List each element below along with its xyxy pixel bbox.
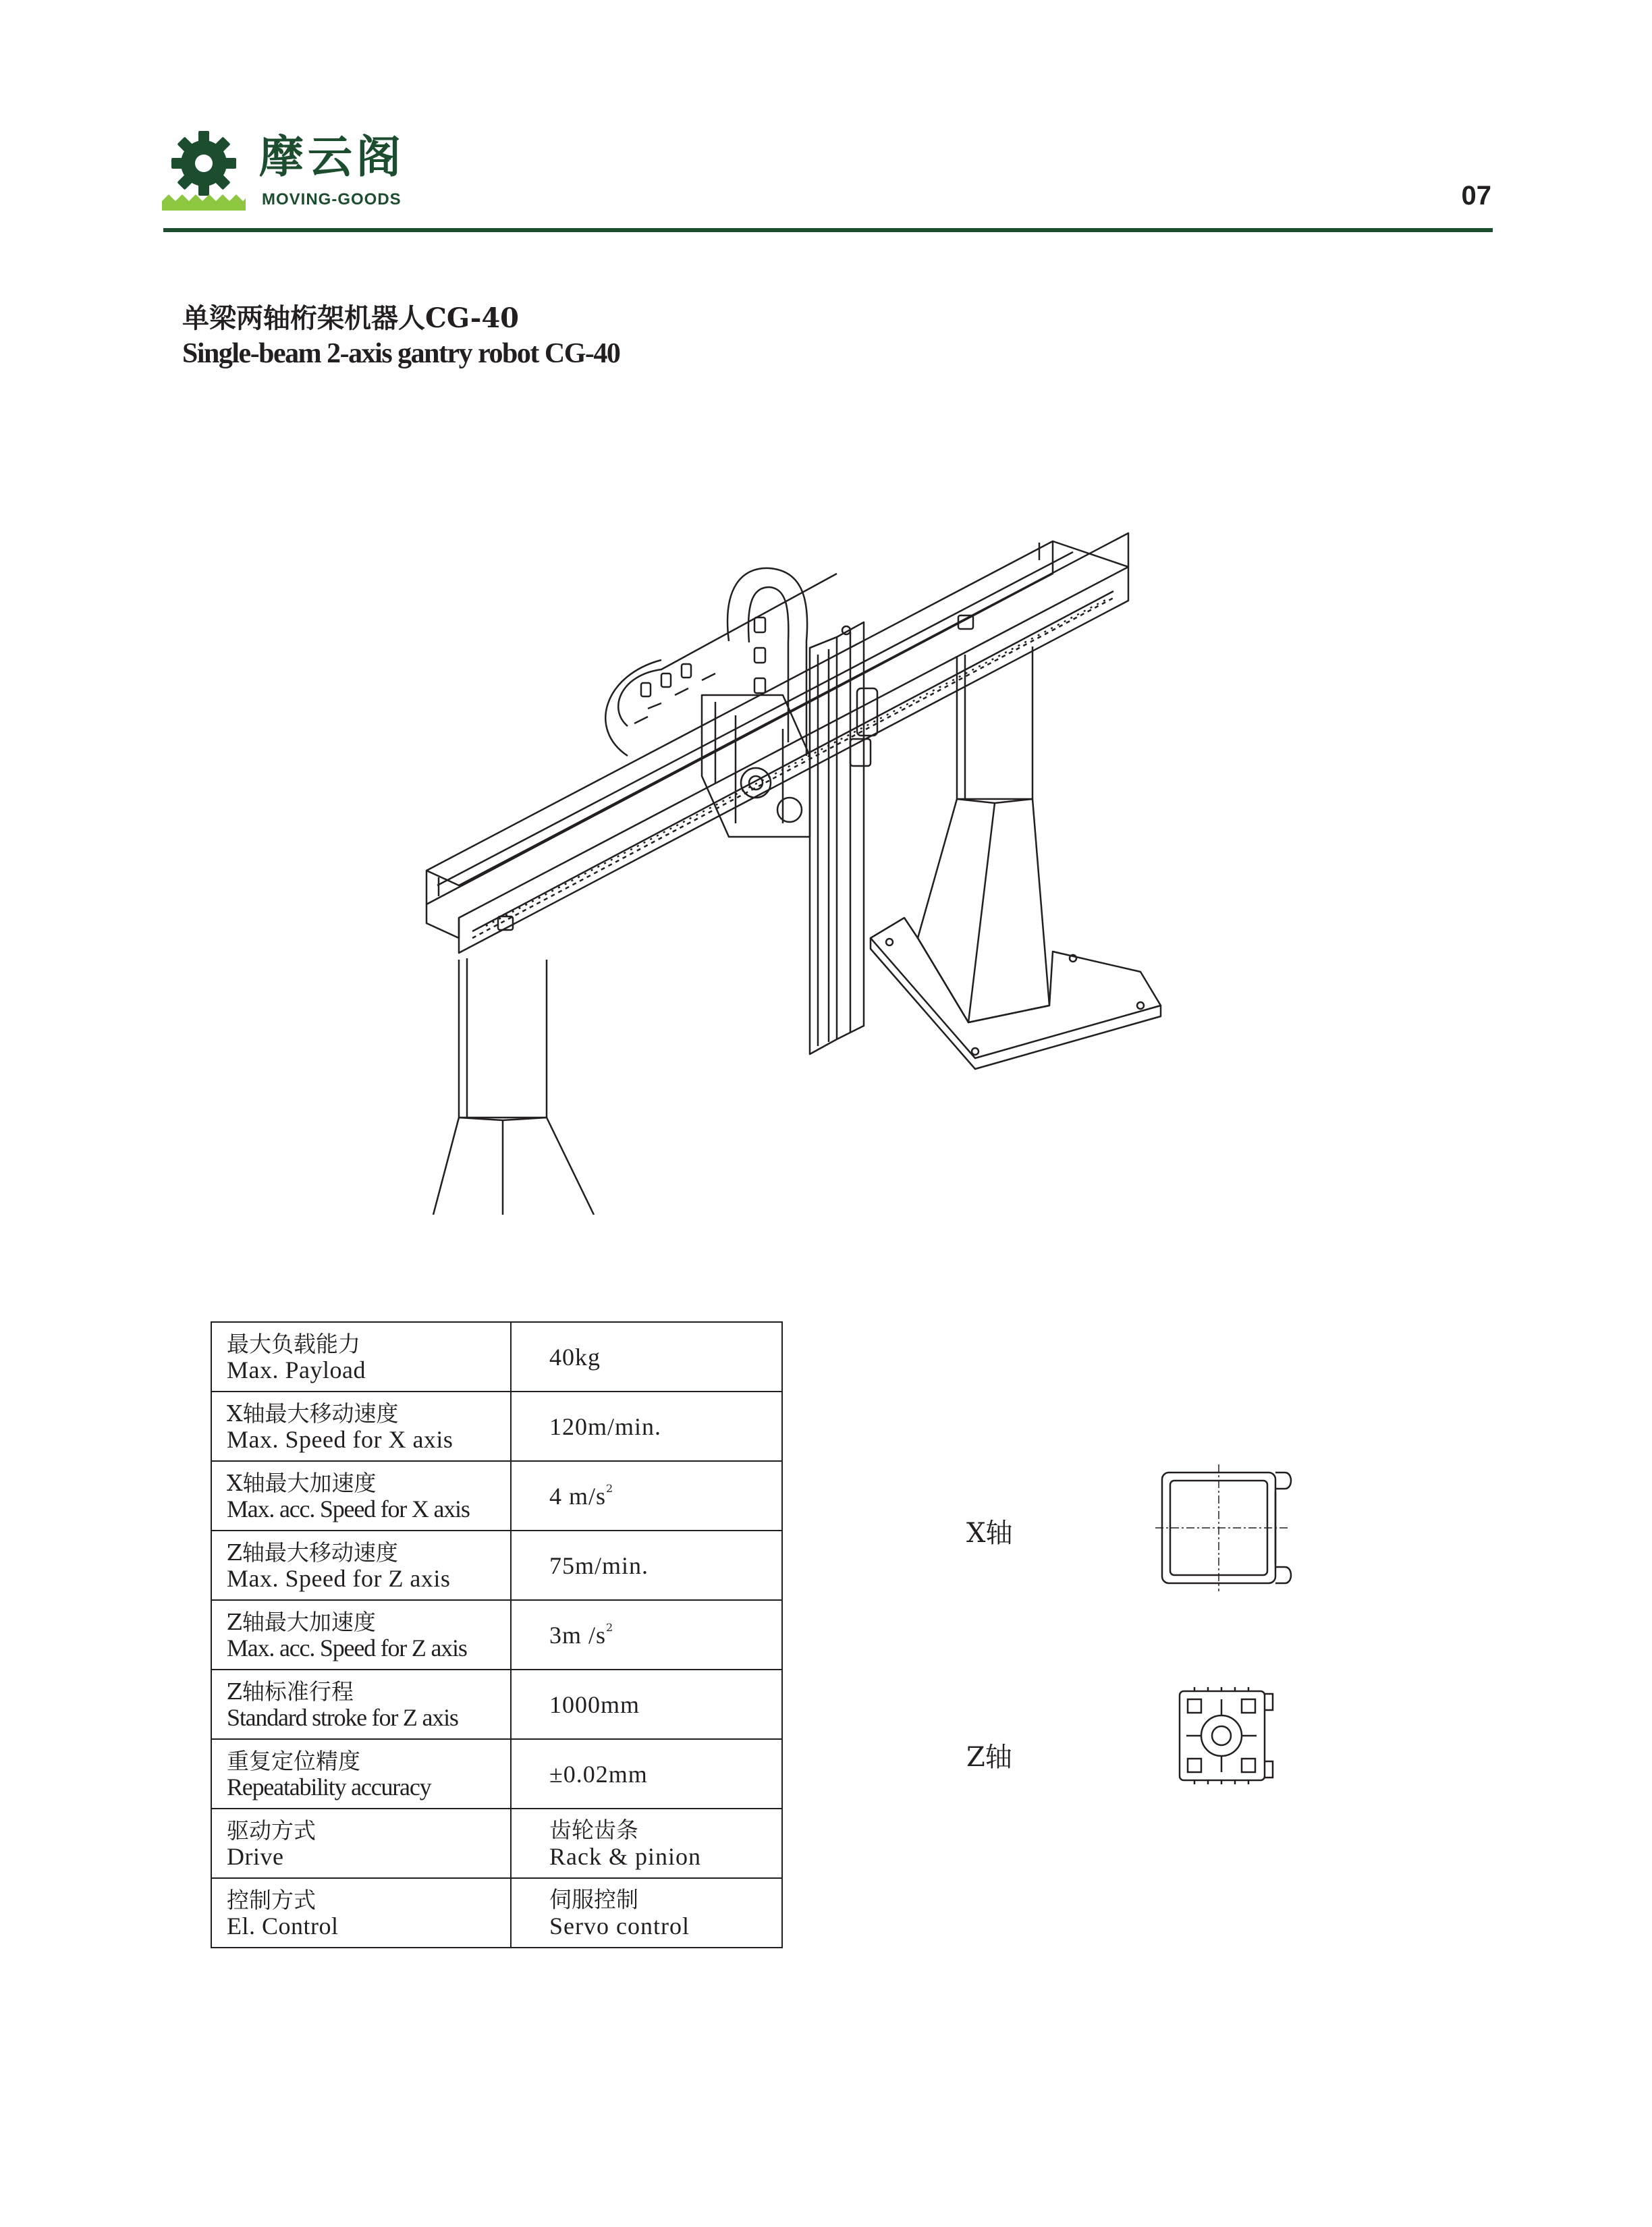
spec-label-cn: Z轴最大移动速度	[227, 1539, 398, 1566]
spec-value-en: Rack & pinion	[549, 1842, 701, 1870]
spec-label-cell	[211, 1600, 511, 1670]
spec-table	[211, 1321, 783, 1948]
spec-label-cn: X轴最大移动速度	[227, 1400, 399, 1427]
table-row	[211, 1461, 782, 1531]
x-axis-profile-icon	[1155, 1464, 1297, 1591]
spec-value-en: Servo control	[549, 1912, 690, 1940]
table-row	[211, 1322, 782, 1392]
brand-name-cn: 摩云阁	[259, 131, 405, 183]
table-row	[211, 1531, 782, 1600]
spec-label-cn: 控制方式	[227, 1886, 316, 1913]
page-title-en: Single-beam 2-axis gantry robot CG-40	[182, 338, 620, 369]
spec-label-cn: 驱动方式	[227, 1817, 316, 1844]
spec-label-cell	[211, 1739, 511, 1809]
spec-value-cell	[511, 1670, 782, 1739]
spec-label-cell	[211, 1392, 511, 1461]
spec-value: 120m/min.	[549, 1412, 662, 1440]
spec-value-cell	[511, 1809, 782, 1878]
z-axis-label: Z轴	[966, 1742, 1012, 1773]
spec-value: 75m/min.	[549, 1551, 649, 1579]
table-row	[211, 1878, 782, 1948]
z-axis-profile-icon	[1174, 1686, 1277, 1786]
spec-label-cn: 最大负载能力	[227, 1330, 360, 1357]
spec-label-en: Drive	[227, 1842, 284, 1870]
spec-label-cell	[211, 1322, 511, 1392]
spec-value: 1000mm	[549, 1690, 640, 1718]
x-drag-chain	[605, 574, 837, 756]
spec-label-cell	[211, 1461, 511, 1531]
spec-label-cell	[211, 1531, 511, 1600]
table-row	[211, 1809, 782, 1878]
x-axis-label: X轴	[966, 1518, 1013, 1549]
spec-value-cell	[511, 1531, 782, 1600]
spec-label-cell	[211, 1670, 511, 1739]
spec-value-cell	[511, 1600, 782, 1670]
spec-label-en: Max. Speed for X axis	[227, 1425, 453, 1453]
spec-value-cn: 伺服控制	[549, 1886, 638, 1913]
left-pillar	[433, 958, 594, 1215]
spec-label-en: Repeatability accuracy	[227, 1773, 431, 1800]
z-column	[810, 622, 877, 1054]
spec-label-en: Max. Payload	[227, 1356, 366, 1383]
spec-label-cell	[211, 1809, 511, 1878]
right-base-plate	[871, 918, 1161, 1069]
spec-value-exponent: 2	[606, 1481, 613, 1495]
spec-label-en: Standard stroke for Z axis	[227, 1703, 458, 1731]
spec-value-exponent: 2	[606, 1620, 613, 1634]
spec-label-en: Max. acc. Speed for X axis	[227, 1495, 470, 1522]
page-title-cn: 单梁两轴桁架机器人CG-40	[182, 302, 520, 334]
header-divider	[163, 228, 1493, 232]
table-row	[211, 1739, 782, 1809]
table-row	[211, 1600, 782, 1670]
brand-name-en: MOVING-GOODS	[262, 190, 402, 209]
spec-label-en: Max. acc. Speed for Z axis	[227, 1634, 467, 1661]
spec-value-cell	[511, 1878, 782, 1948]
spec-value: 40kg	[549, 1343, 601, 1371]
spec-label-cn: Z轴标准行程	[227, 1678, 354, 1705]
spec-value-cell	[511, 1392, 782, 1461]
spec-value-cell	[511, 1739, 782, 1809]
spec-label-en: El. Control	[227, 1912, 339, 1940]
table-row	[211, 1670, 782, 1739]
main-beam	[426, 533, 1128, 953]
spec-label-cn: Z轴最大加速度	[227, 1608, 376, 1635]
table-row	[211, 1392, 782, 1461]
right-pillar	[918, 647, 1049, 1022]
spec-label-cn: X轴最大加速度	[227, 1469, 377, 1496]
gear-logo-icon	[162, 127, 246, 211]
spec-value-cell	[511, 1322, 782, 1392]
spec-value: 3m /s	[549, 1621, 607, 1649]
spec-value-cn: 齿轮齿条	[549, 1816, 638, 1843]
page-number: 07	[1461, 181, 1491, 211]
gantry-robot-illustration	[405, 472, 1188, 1215]
spec-label-en: Max. Speed for Z axis	[227, 1564, 451, 1592]
spec-value: ±0.02mm	[549, 1760, 648, 1788]
spec-value: 4 m/s	[549, 1482, 607, 1510]
spec-value-cell	[511, 1461, 782, 1531]
spec-label-cn: 重复定位精度	[227, 1747, 360, 1774]
spec-label-cell	[211, 1878, 511, 1948]
